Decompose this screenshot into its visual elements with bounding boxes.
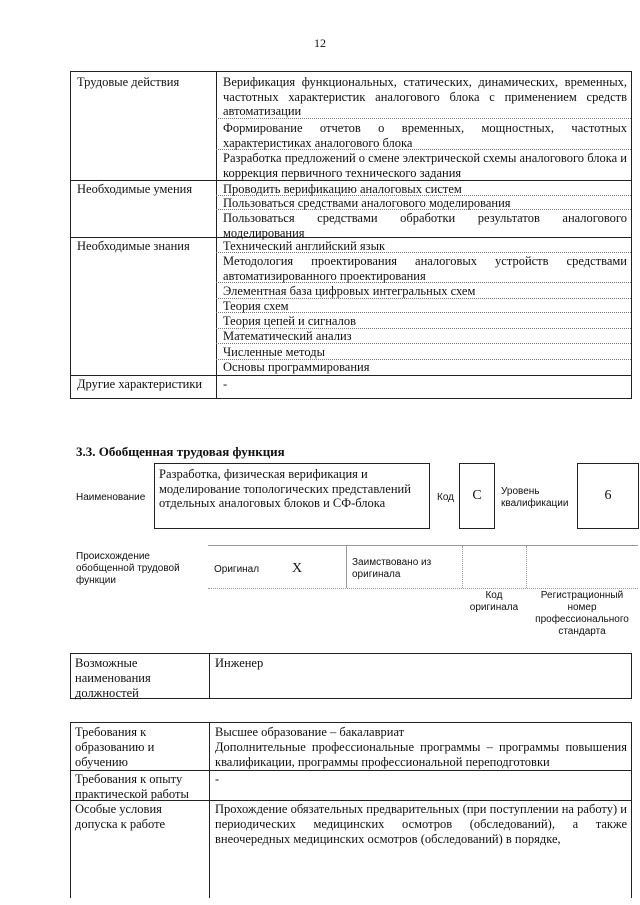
code-value: C — [472, 488, 482, 503]
labor-action-item: Формирование отчетов о временных, мощностных, частотных характеристиках аналогового блока — [223, 121, 627, 150]
level-box — [577, 463, 639, 529]
other-item: - — [223, 377, 228, 391]
req-education-item: Дополнительные профессиональные программы – программы повышения квалификации, программы профессиональной переподготовки — [215, 740, 627, 769]
section-title: 3.3. Обобщенная трудовая функция — [76, 444, 285, 459]
code-box — [459, 463, 495, 529]
knowledge-item: Методология проектирования аналоговых устройств средствами автоматизированного проектирования — [223, 254, 627, 283]
original-mark: X — [292, 561, 303, 576]
knowledge-item: Элементная база цифровых интегральных схем — [223, 284, 476, 298]
labor-action-item: Разработка предложений о смене электрической схемы аналогового блока и коррекция первичного технического задания — [223, 151, 627, 180]
row-label-other: Другие характеристики — [77, 377, 203, 391]
skill-item: Пользоваться средствами обработки результатов аналогового моделирования — [223, 211, 627, 240]
requirements-table — [70, 722, 632, 898]
origin-label: Происхождение обобщенной трудовой функции — [76, 551, 180, 586]
reg-number-caption: Регистрационный номер профессионального стандарта — [535, 590, 629, 637]
function-name-box — [154, 463, 430, 529]
req-experience-item: - — [215, 772, 220, 786]
knowledge-item: Математический анализ — [223, 329, 352, 343]
skill-item: Пользоваться средствами аналогового моделирования — [223, 196, 511, 210]
labor-functions-table — [70, 71, 632, 399]
level-value: 6 — [604, 488, 612, 503]
code-original-caption: Код оригинала — [469, 590, 519, 613]
skill-item: Проводить верификацию аналоговых систем — [223, 182, 462, 196]
req-label-experience: Требования к опыту практической работы — [75, 772, 189, 801]
knowledge-item: Численные методы — [223, 345, 326, 359]
positions-label: Возможные наименования должностей — [75, 656, 151, 700]
name-label: Наименование — [76, 492, 146, 503]
knowledge-item: Теория схем — [223, 299, 289, 313]
borrowed-label: Заимствовано из оригинала — [352, 557, 432, 580]
row-label-labor-actions: Трудовые действия — [77, 75, 180, 89]
function-name: Разработка, физическая верификация и моделирование топологических представлений отдельных аналоговых блоков и СФ-блока — [159, 467, 411, 510]
row-label-skills: Необходимые умения — [77, 182, 193, 196]
labor-action-item: Верификация функциональных, статических, динамических, временных, частотных характеристик аналогового блока с применением средств автоматизации — [223, 75, 627, 118]
positions-table — [70, 653, 632, 699]
req-education-item: Высшее образование – бакалавриат — [215, 725, 405, 739]
knowledge-item: Основы программирования — [223, 360, 370, 374]
req-label-education: Требования к образованию и обучению — [75, 725, 155, 769]
original-label: Оригинал — [214, 564, 260, 575]
knowledge-item: Теория цепей и сигналов — [223, 314, 356, 328]
knowledge-item: Технический английский язык — [223, 239, 386, 253]
positions-value: Инженер — [215, 656, 264, 670]
req-admission-item: Прохождение обязательных предварительных (при поступлении на работу) и периодических медицинских осмотров (обследований), а также внеочередных медицинских осмотров (обследований) в порядке, — [215, 802, 627, 846]
code-label: Код — [437, 492, 455, 503]
level-label: Уровень квалификации — [501, 486, 569, 509]
row-label-knowledge: Необходимые знания — [77, 239, 190, 253]
req-label-admission: Особые условия допуска к работе — [75, 802, 166, 831]
page-number: 12 — [314, 36, 326, 50]
